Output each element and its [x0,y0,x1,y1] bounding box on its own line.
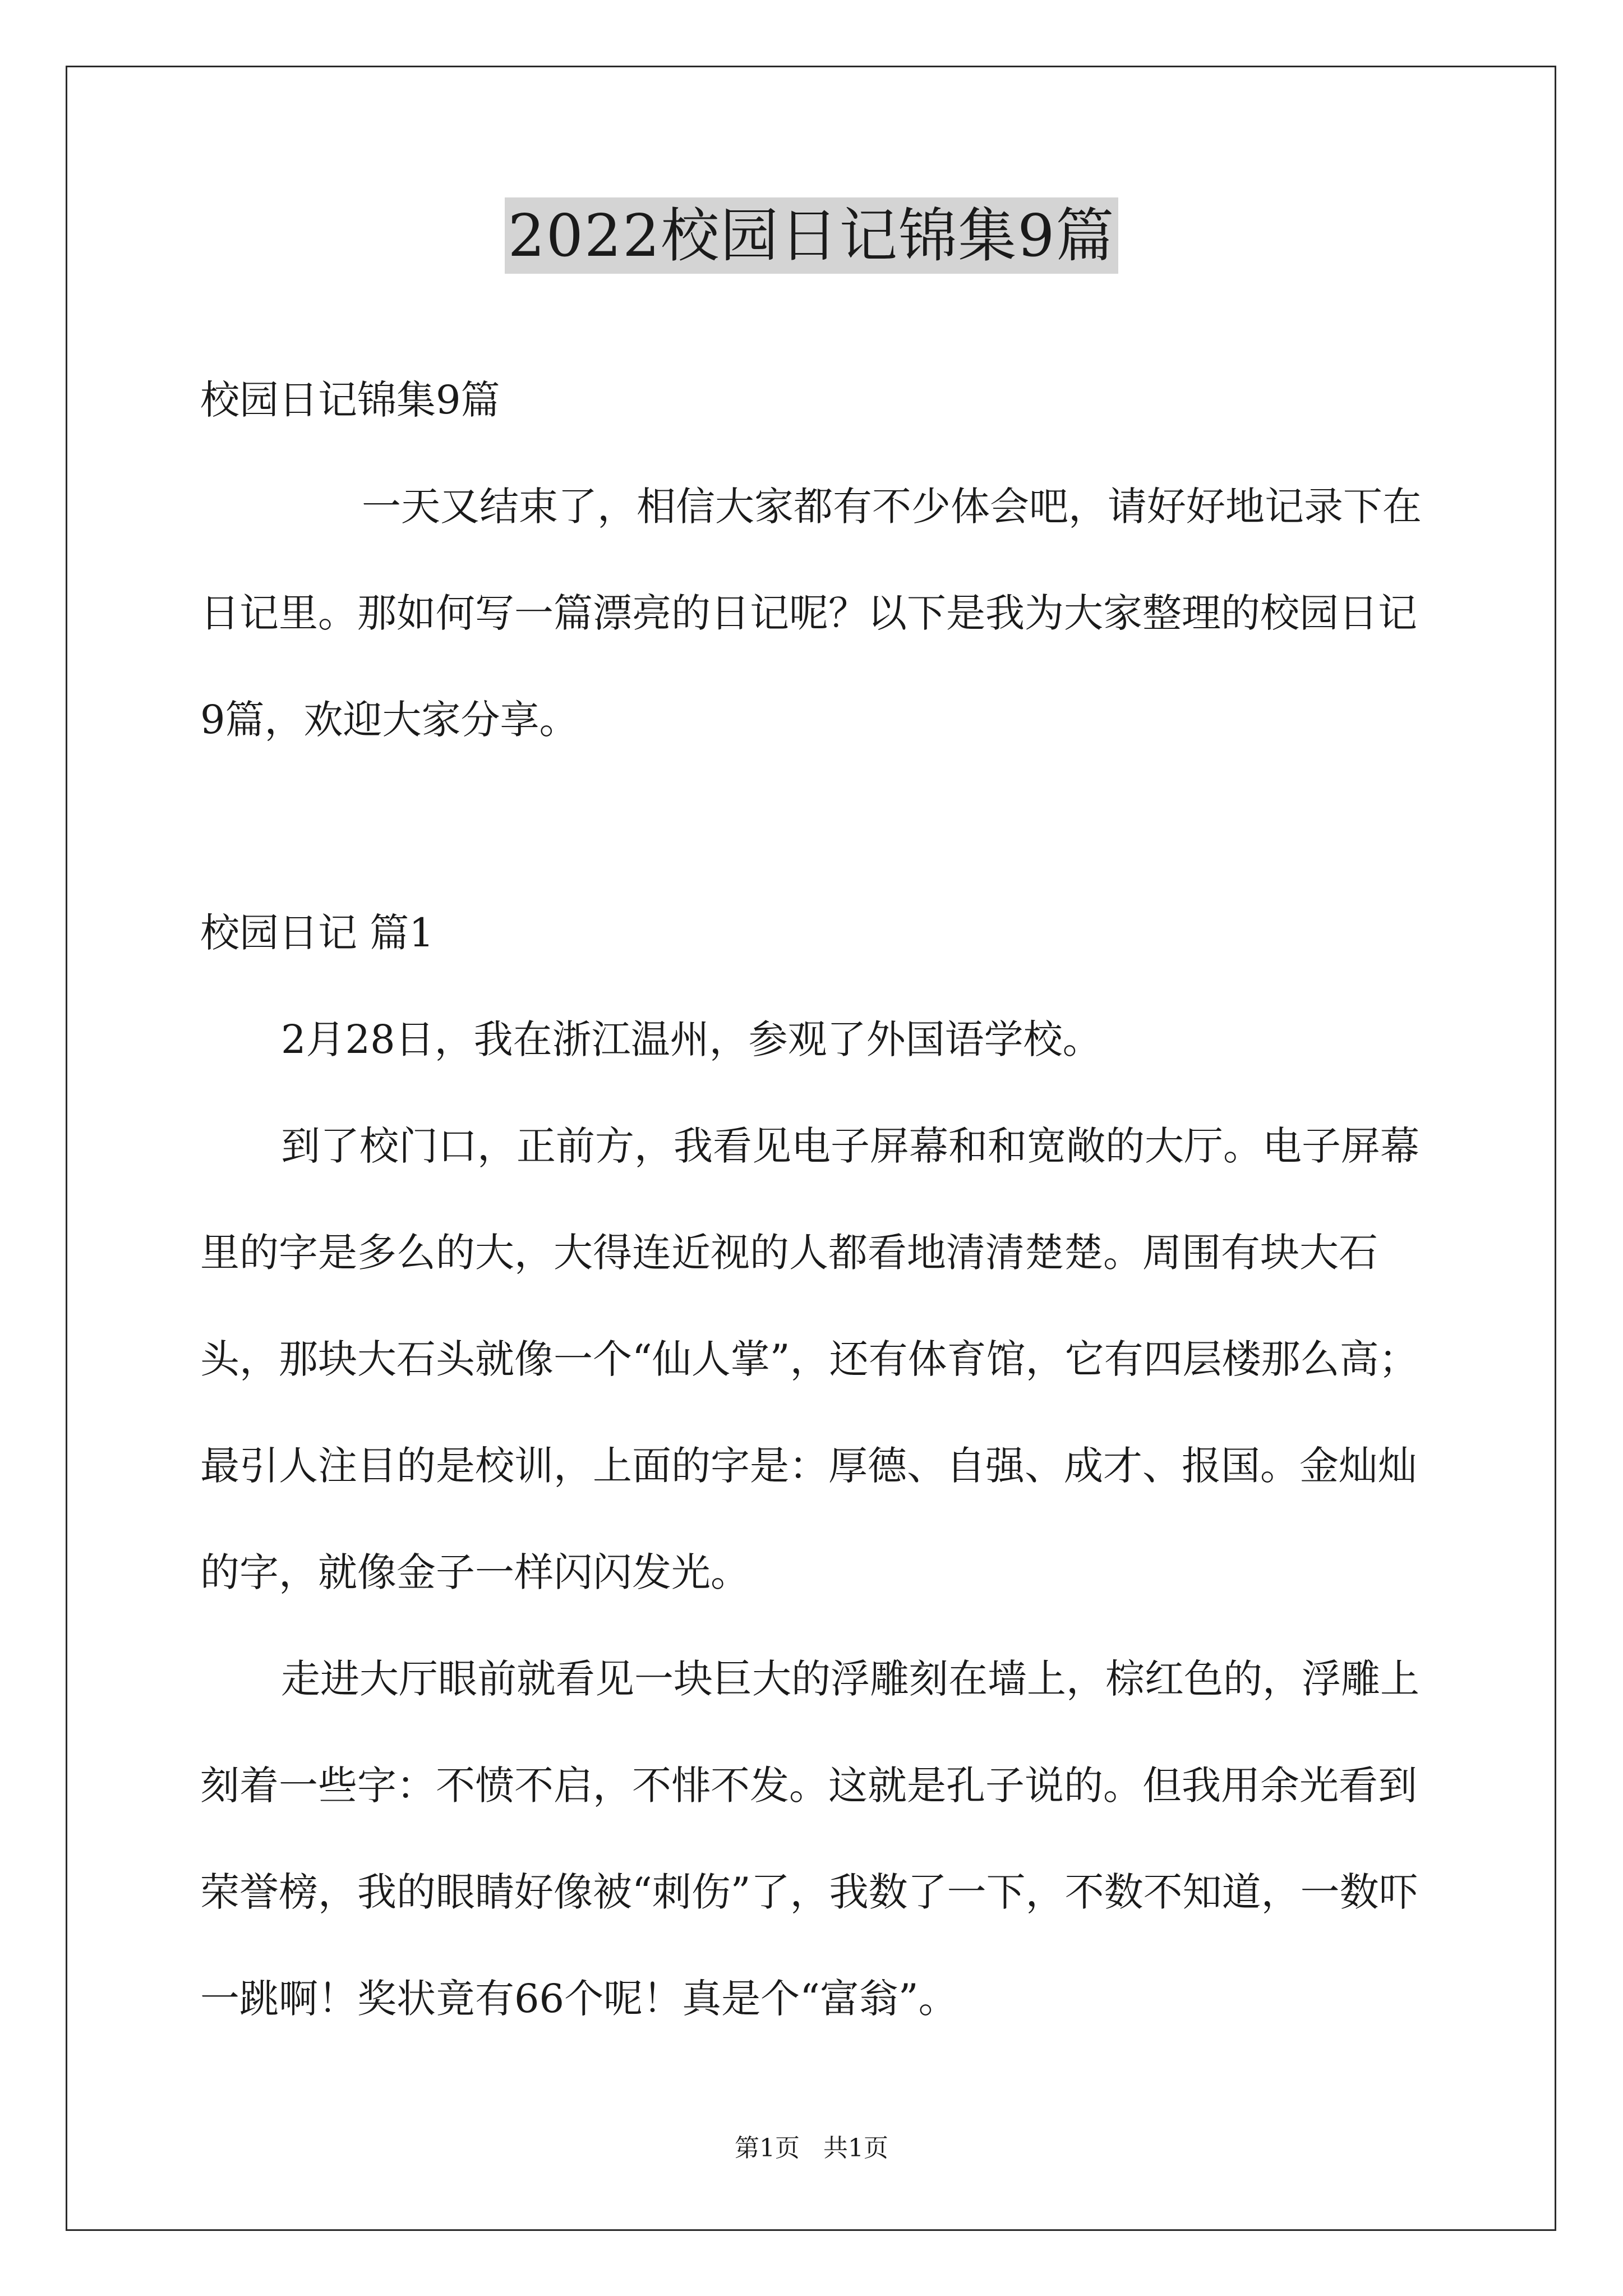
page-footer [0,2132,1623,2165]
page-number-current: 第1页 [735,2134,800,2162]
page-number-total: 共1页 [823,2134,888,2162]
document-subtitle: 校园日记锦集9篇 [200,377,500,423]
blank-line [200,773,1434,880]
document-body [200,347,1434,2052]
body-paragraph: 到了校门口，正前方，我看见电子屏幕和和宽敞的大厅。电子屏幕里的字是多么的大，大得连近视的人都看地清清楚楚。周围有块大石头，那块大石头就像一个“仙人掌”，还有体育馆，它有四层楼那么高；最引人注目的是校训，上面的字是：厚德、自强、成才、报国。金灿灿的字，就像金子一样闪闪发光。 [200,1123,1419,1595]
title-container [0,197,1623,274]
body-paragraph: 2月28日，我在浙江温州，参观了外国语学校。 [281,1016,1102,1062]
section-heading: 校园日记 篇1 [200,910,434,956]
body-paragraph: 走进大厅眼前就看见一块巨大的浮雕刻在墙上，棕红色的，浮雕上刻着一些字：不愤不启，不悱不发。这就是孔子说的。但我用余光看到荣誉榜，我的眼睛好像被“刺伤”了，我数了一下，不数不知道，一数吓一跳啊！奖状竟有66个呢！真是个“富翁”。 [200,1656,1419,2022]
document-title: 2022校园日记锦集9篇 [505,197,1119,274]
intro-paragraph: 一天又结束了，相信大家都有不少体会吧，请好好地记录下在日记里。那如何写一篇漂亮的日记呢？以下是我为大家整理的校园日记9篇，欢迎大家分享。 [200,484,1422,743]
